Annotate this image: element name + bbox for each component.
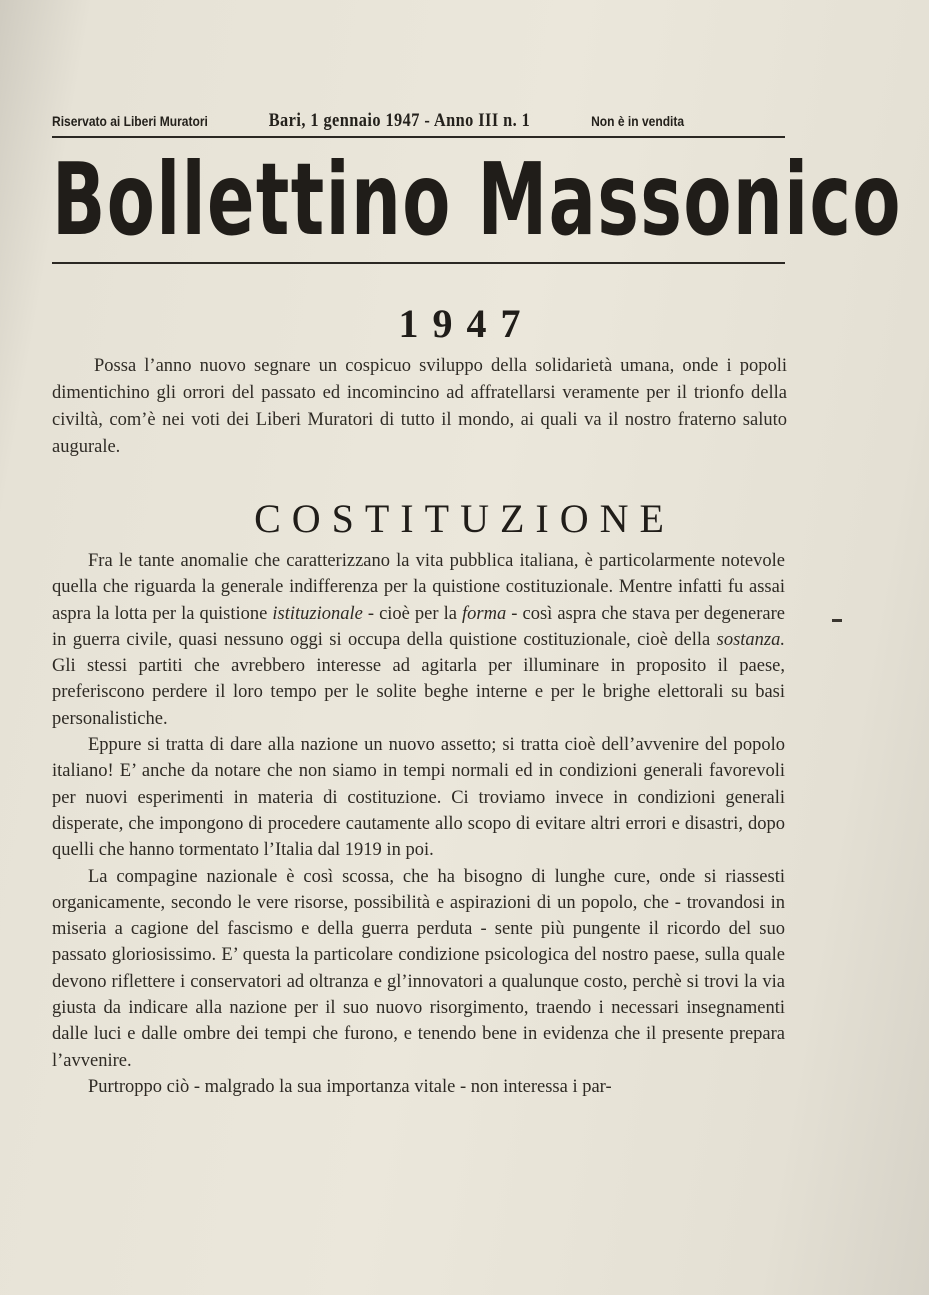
dateline: Bari, 1 gennaio 1947 - Anno III n. 1: [268, 110, 531, 131]
paragraph-2: Eppure si tratta di dare alla nazione un nuovo assetto; si tratta cioè dell’avvenire del popolo italiano! E’ anche da notare che non siamo in tempi normali ed in condizioni generali favorevoli per nuovi esperimenti in materia di costituzione. Ci troviamo invece in condizioni generali disperate, che impongono di procedere cautamente allo scopo di evitare altri errori e disastri, dopo quelli che hanno tormentato l’Italia dal 1919 in poi.: [52, 735, 785, 861]
article-body: [52, 548, 785, 1100]
new-year-greeting: Possa l’anno nuovo segnare un cospicuo sviluppo della solidarietà umana, onde i popoli dimentichino gli orrori del passato ed incomincino ad affratellarsi veramente per il trionfo della civiltà, com’è nei voti dei Liberi Muratori di tutto il mondo, ai quali va il nostro fraterno saluto augurale.: [52, 356, 787, 457]
masthead-rule: [52, 262, 785, 264]
masthead-title: Bollettino Massonico: [52, 141, 902, 258]
reserved-notice: Riservato ai Liberi Muratori: [52, 113, 208, 129]
paragraph-1: Fra le tante anomalie che caratterizzano la vita pubblica italiana, è particolarmente notevole quella che riguarda la generale indifferenza per la quistione costituzionale. Mentre infatti fu assai aspra la lotta per la quistione istituzionale - cioè per la forma - così aspra che stava per degenerare in guerra civile, quasi nessuno oggi si occupa della quistione costituzionale, cioè della sostanza. Gli stessi partiti che avrebbero interesse ad agitarla per illuminare in proposito il paese, preferiscono perdere il loro tempo per le solite beghe interne e per le brighe elettorali su basi personalistiche.: [52, 551, 785, 729]
paragraph-3: La compagine nazionale è così scossa, che ha bisogno di lunghe cure, onde si riassesti organicamente, secondo le vere risorse, possibilità e aspirazioni di un popolo, che - trovandosi in miseria a cagione del fascismo e della guerra perduta - sente più pungente il ricordo del suo passato gloriosissimo. E’ questa la particolare condizione psicologica del nostro paese, sulla quale devono riflettere i conservatori ad oltranza e gl’innovatori a qualunque costo, perchè si trovi la via giusta da indicare alla nazione per il suo nuovo risorgimento, traendo i necessari insegnamenti dalle luci e dalle ombre dei tempi che furono, e tenendo bene in evidenza che il presente prepara l’avvenire.: [52, 866, 785, 1071]
section-title: COSTITUZIONE: [254, 496, 675, 541]
margin-mark: [832, 619, 842, 622]
header-line: [52, 110, 684, 132]
not-for-sale-notice: Non è in vendita: [591, 113, 685, 129]
emphasis-istituzionale: istituzionale: [272, 603, 363, 624]
paragraph-4: Purtroppo ciò - malgrado la sua importanza vitale - non interessa i par-: [88, 1076, 612, 1097]
year-heading: 1947: [398, 301, 535, 346]
emphasis-forma: forma: [462, 603, 507, 624]
top-rule: [52, 136, 785, 138]
emphasis-sostanza: sostanza.: [716, 629, 785, 650]
